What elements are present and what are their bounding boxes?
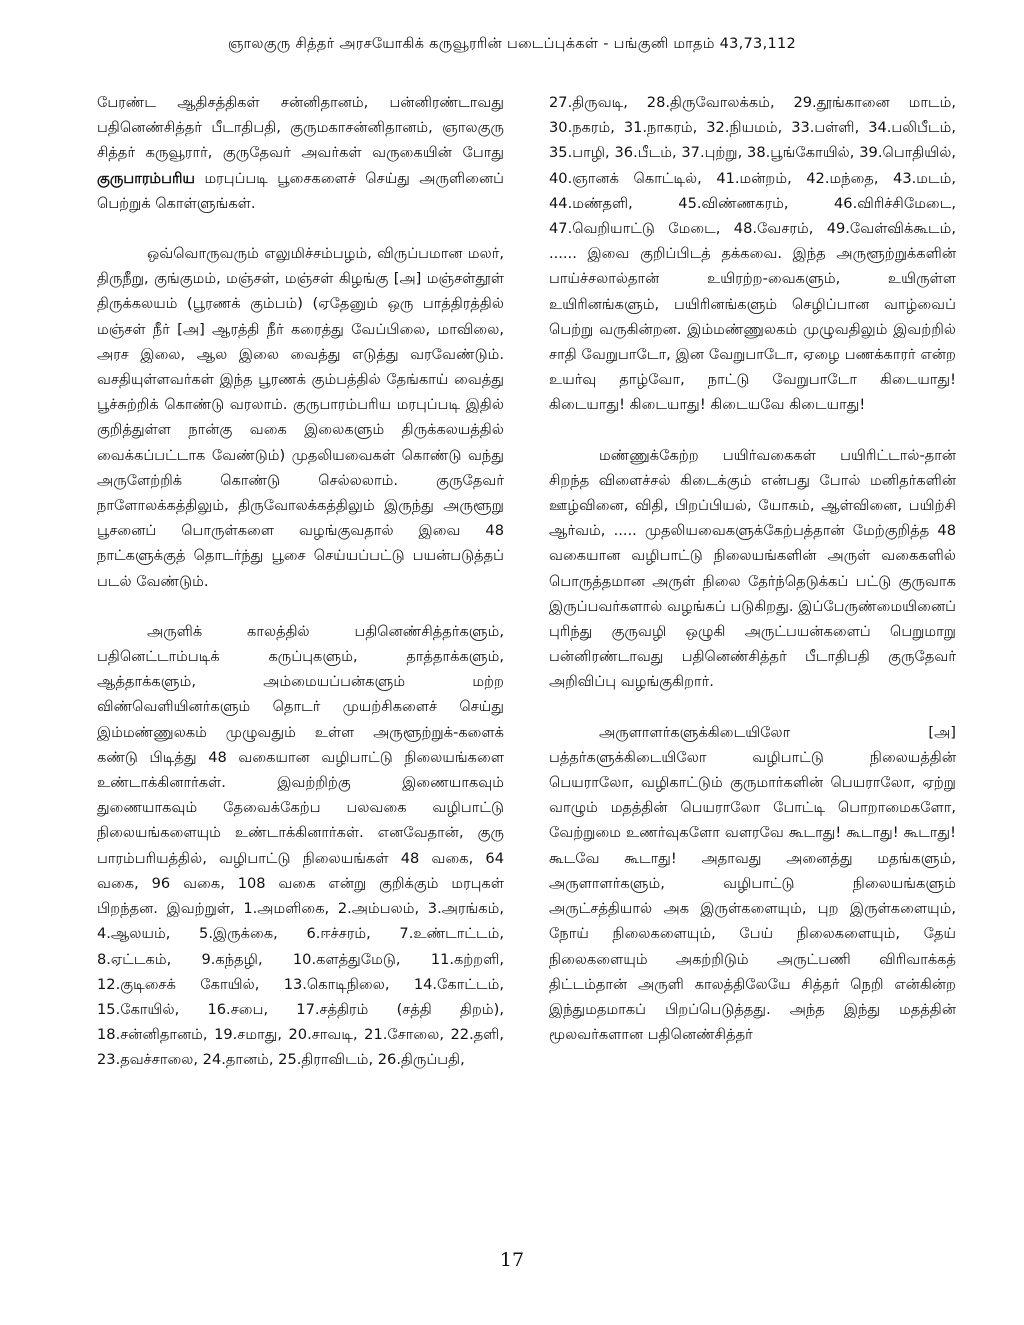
- paragraph-worship-list: 27.திருவடி, 28.திருவோலக்கம், 29.தூங்கானை மாடம், 30.நகரம், 31.நாகரம், 32.நியமம், 33.பள்ளி, 34.பலிபீடம், 35.பாழி, 36.பீடம், 37.புற்று, 38.பூங்கோயில், 39.பொதியில், 40.ஞானக் கொட்டில், 41.மன்றம், 42.மந்தை, 43.மடம், 44.மண்தளி, 45.விண்ணகரம், 46.விரிச்சிமேடை, 47.வெறியாட்டு மேடை, 48.வேசரம், 49.வேள்விக்கூடம், ...... இவை குறிப்பிடத் தக்கவை. இந்த அருளூற்றுக்களின் பாய்ச்சலால்தான் உயிரற்ற-வைகளும், உயிருள்ள உயிரினங்களும், பயிரினங்களும் செழிப்பான வாழ்வைப் பெற்று வருகின்றன. இம்மண்ணுலகம் முழுவதிலும் இவற்றில் சாதி வேறுபாடோ, இன வேறுபாடோ, ஏழை பணக்காரர் என்ற உயர்வு தாழ்வோ, நாட்டு வேறுபாடோ கிடையாது! கிடையாது! கிடையாது! கிடையவே கிடையாது!: [549, 94, 956, 414]
- paragraph-text: மரபுப்படி பூசைகளைச் செய்து அருளினைப் பெற்றுக் கொள்ளுங்கள்.: [97, 169, 504, 212]
- paragraph-offerings: ஒவ்வொருவரும் எலுமிச்சம்பழம், விருப்பமான மலர், திருநீறு, குங்குமம், மஞ்சள், மஞ்சள் கிழங்கு [அ] மஞ்சள்தூள் திருக்கலயம் (பூரணக் கும்பம்) (ஏதேனும் ஒரு பாத்திரத்தில் மஞ்சள் நீர் [அ] ஆரத்தி நீர் கரைத்து வேப்பிலை, மாவிலை, அரச இலை, ஆல இலை வைத்து எடுத்து வரவேண்டும். வசதியுள்ளவர்கள் இந்த பூரணக் கும்பத்தில் தேங்காய் வைத்து பூச்சுற்றிக் கொண்டு வரலாம். குருபாரம்பரிய மரபுப்படி இதில் குறித்துள்ள நான்கு வகை இலைகளும் திருக்கலயத்தில் வைக்கப்பட்டாக வேண்டும்) முதலியவைகள் கொண்டு வந்து அருளேற்றிக் கொண்டு செல்லலாம். குருதேவர் நாளோலக்கத்திலும், திருவோலக்கத்திலும் இருந்து அருளூறு பூசனைப் பொருள்களை வழங்குவதால் இவை 48 நாட்களுக்குத் தொடர்ந்து பூசை செய்யப்பட்டு பயன்படுத்தப் படல் வேண்டும்.: [97, 245, 504, 590]
- paragraph-unity: அருளாளர்களுக்கிடையிலோ [அ] பத்தர்களுக்கிடையிலோ வழிபாட்டு நிலையத்தின் பெயராலோ, வழிகாட்டும் குருமார்களின் பெயராலோ, ஏற்று வாழும் மதத்தின் பெயராலோ போட்டி பொறாமைகளோ, வேற்றுமை உணர்வுகளோ வளரவே கூடாது! கூடாது! கூடாது! கூடவே கூடாது! அதாவது அனைத்து மதங்களும், அருளாளர்களும், வழிபாட்டு நிலையங்களும் அருட்சத்தியால் அக இருள்களையும், புற இருள்களையும், நோய் நிலைகளையும், பேய் நிலைகளையும், தேய் நிலைகளையும் அகற்றிடும் அருட்பணி விரிவாக்கத் திட்டம்தான் அருளி காலத்திலேயே சித்தர் நெறி என்கின்ற இந்துமதமாகப் பிறப்பெடுத்தது. அந்த இந்து மதத்தின் மூலவர்களான பதினெண்சித்தர்: [549, 723, 956, 1044]
- right-column: [549, 90, 956, 1047]
- running-header: ஞாலகுரு சித்தர் அரசயோகிக் கருவூரரின் படைப்புக்கள் - பங்குனி மாதம் 43,73,112: [227, 36, 797, 52]
- paragraph-guru-guidance: மண்ணுக்கேற்ற பயிர்வகைகள் பயிரிட்டால்-தான் சிறந்த விளைச்சல் கிடைக்கும் என்பது போல் மனிதர்களின் ஊழ்வினை, விதி, பிறப்பியல், யோகம், ஆள்வினை, பயிற்சி ஆர்வம், ..... முதலியவைகளுக்கேற்பத்தான் மேற்குறித்த 48 வகையான வழிபாட்டு நிலையங்களின் அருள் வகைகளில் பொருத்தமான அருள் நிலை தேர்ந்தெடுக்கப் பட்டு குருவாக இருப்பவர்களால் வழங்கப் படுகிறது. இப்பேருண்மையினைப் புரிந்து குருவழி ஒழுகி அருட்பயன்களைப் பெறுமாறு பன்னிரண்டாவது பதினெண்சித்தர் பீடாதிபதி குருதேவர் அறிவிப்பு வழங்குகிறார்.: [549, 446, 956, 691]
- emphasis-text: குருபாரம்பரிய: [97, 169, 196, 187]
- page-number: 17: [499, 1249, 525, 1271]
- paragraph-visit-instructions: [97, 90, 504, 216]
- left-column: [97, 90, 504, 1073]
- paragraph-worship-places: அருளிக் காலத்தில் பதினெண்சித்தர்களும், பதினெட்டாம்படிக் கருப்புகளும், தாத்தாக்களும், ஆத்தாக்களும், அம்மையப்பன்களும் மற்ற விண்வெளியினர்களும் தொடர் முயற்சிகளைச் செய்து இம்மண்ணுலகம் முழுவதும் உள்ள அருளூற்றுக்-களைக் கண்டு பிடித்து 48 வகையான வழிபாட்டு நிலையங்களை உண்டாக்கினார்கள். இவற்றிற்கு இணையாகவும் துணையாகவும் தேவைக்கேற்ப பலவகை வழிபாட்டு நிலையங்களையும் உண்டாக்கினார்கள். எனவேதான், குரு பாரம்பரியத்தில், வழிபாட்டு நிலையங்கள் 48 வகை, 64 வகை, 96 வகை, 108 வகை என்று குறிக்கும் மரபுகள் பிறந்தன. இவற்றுள், 1.அமளிகை, 2.அம்பலம், 3.அரங்கம், 4.ஆலயம், 5.இருக்கை, 6.ஈச்சரம், 7.உண்டாட்டம், 8.ஏட்டகம், 9.கந்தழி, 10.களத்துமேடு, 11.கற்றளி, 12.குடிசைக் கோயில், 13.கொடிநிலை, 14.கோட்டம், 15.கோயில், 16.சபை, 17.சத்திரம் (சத்தி திறம்), 18.சன்னிதானம், 19.சமாது, 20.சாவடி, 21.சோலை, 22.தளி, 23.தவச்சாலை, 24.தானம், 25.திராவிடம், 26.திருப்பதி,: [97, 622, 504, 1069]
- paragraph-text: பேரண்ட ஆதிசத்திகள் சன்னிதானம், பன்னிரண்டாவது பதினெண்சித்தர் பீடாதிபதி, குருமகாசன்னிதானம், ஞாலகுரு சித்தர் கருவூரார், குருதேவர் அவர்கள் வருகையின் போது: [97, 94, 504, 162]
